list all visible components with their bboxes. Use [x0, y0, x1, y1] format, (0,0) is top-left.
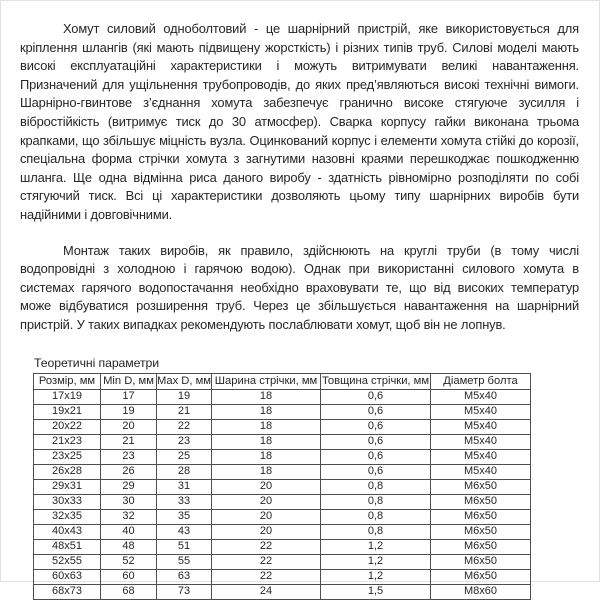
- table-cell: 24: [212, 584, 321, 599]
- table-cell: 68x73: [34, 584, 101, 599]
- table-row: [34, 554, 531, 569]
- table-header-row: [34, 373, 531, 389]
- table-cell: 30: [101, 494, 157, 509]
- table-cell: 52: [101, 554, 157, 569]
- table-cell: 1,2: [321, 569, 431, 584]
- table-cell: 25: [157, 449, 212, 464]
- table-cell: 23: [101, 449, 157, 464]
- column-header: Діаметр болта: [431, 373, 531, 389]
- table-cell: 0,8: [321, 494, 431, 509]
- table-cell: M6x50: [431, 569, 531, 584]
- table-cell: 21: [157, 404, 212, 419]
- column-header: Max D, мм: [157, 373, 212, 389]
- table-row: [34, 539, 531, 554]
- column-header: Розмір, мм: [34, 373, 101, 389]
- table-cell: 31: [157, 479, 212, 494]
- table-row: [34, 404, 531, 419]
- table-row: [34, 494, 531, 509]
- table-cell: M5x40: [431, 449, 531, 464]
- table-cell: 0,6: [321, 434, 431, 449]
- table-cell: 20x22: [34, 419, 101, 434]
- table-cell: 48x51: [34, 539, 101, 554]
- table-cell: 40: [101, 524, 157, 539]
- table-cell: 19: [101, 404, 157, 419]
- table-cell: 0,8: [321, 479, 431, 494]
- table-cell: 32x35: [34, 509, 101, 524]
- table-cell: 60x63: [34, 569, 101, 584]
- table-cell: 21: [101, 434, 157, 449]
- table-row: [34, 434, 531, 449]
- table-cell: M6x50: [431, 509, 531, 524]
- table-row: [34, 389, 531, 404]
- table-cell: M8x60: [431, 584, 531, 599]
- table-cell: 29x31: [34, 479, 101, 494]
- table-cell: 20: [212, 479, 321, 494]
- table-title: Теоретичні параметри: [34, 355, 160, 370]
- table-cell: 0,6: [321, 404, 431, 419]
- table-cell: 51: [157, 539, 212, 554]
- table-cell: 40x43: [34, 524, 101, 539]
- table-cell: 23: [157, 434, 212, 449]
- table-cell: 26x28: [34, 464, 101, 479]
- table-row: [34, 584, 531, 599]
- table-cell: M5x40: [431, 419, 531, 434]
- table-cell: 68: [101, 584, 157, 599]
- table-cell: 1,2: [321, 539, 431, 554]
- table-cell: 22: [212, 569, 321, 584]
- table-cell: M5x40: [431, 464, 531, 479]
- table-row: [34, 479, 531, 494]
- table-cell: 1,2: [321, 554, 431, 569]
- table-row: [34, 464, 531, 479]
- document-content: [1, 1, 599, 600]
- table-cell: 22: [212, 539, 321, 554]
- table-cell: 18: [212, 434, 321, 449]
- table-cell: 18: [212, 419, 321, 434]
- table-cell: 52x55: [34, 554, 101, 569]
- table-cell: M6x50: [431, 494, 531, 509]
- paragraph-installation-notes: Монтаж таких виробів, як правило, здійснюють на круглі труби (в тому числі водопровідні з холодною і гарячою водою). Однак при використанні силового хомута в системах гарячого водопостачання необхідно враховувати те, що від високих температур може відбуватися розширення труб. Через це збільшується навантаження на шарнірний пристрій. У таких випадках рекомендують послаблювати хомут, щоб він не лопнув.: [20, 242, 579, 332]
- table-cell: 0,8: [321, 509, 431, 524]
- table-body: [34, 389, 531, 599]
- table-cell: 18: [212, 449, 321, 464]
- table-cell: 48: [101, 539, 157, 554]
- table-cell: 28: [157, 464, 212, 479]
- table-cell: 55: [157, 554, 212, 569]
- table-cell: 26: [101, 464, 157, 479]
- table-row: [34, 419, 531, 434]
- table-cell: M5x40: [431, 404, 531, 419]
- table-cell: 21x23: [34, 434, 101, 449]
- table-cell: 0,8: [321, 524, 431, 539]
- table-cell: 30x33: [34, 494, 101, 509]
- column-header: Min D, мм: [101, 373, 157, 389]
- table-cell: 1,5: [321, 584, 431, 599]
- table-row: [34, 569, 531, 584]
- table-cell: 22: [157, 419, 212, 434]
- table-cell: M6x50: [431, 539, 531, 554]
- table-cell: 17: [101, 389, 157, 404]
- table-cell: 18: [212, 404, 321, 419]
- table-cell: 20: [212, 509, 321, 524]
- table-cell: 0,6: [321, 389, 431, 404]
- table-cell: 19x21: [34, 404, 101, 419]
- table-cell: 35: [157, 509, 212, 524]
- table-cell: M6x50: [431, 479, 531, 494]
- paragraph-clamp-description: Хомут силовий одноболтовий - це шарнірний пристрій, яке використовується для кріплення шлангів (які мають підвищену жорсткість) і різних типів труб. Силові моделі мають високі експлуатаційні характеристики і можуть витримувати великі навантаження. Призначений для ущільнення трубопроводів, до яких пред’являються високі технічні вимоги. Шарнірно-гвинтове з’єднання хомута забезпечує гранично високе стягуюче зусилля і вібростійкість (витримує тиск до 30 атмосфер). Сварка корпусу гайки виконана трьома крапками, що збільшує міцність вузла. Оцинкований корпус і елементи хомута стійкі до корозії, спеціальна форма стрічки хомута з загнутими назовні краями перешкоджає пошкодженню шланга. Ще одна відмінна риса даного виробу - здатність рівномірно розподіляти по собі стягуючий тиск. Всі ці характеристики дозволяють цьому типу шарнірних виробів бути надійними і довговічними.: [20, 21, 579, 222]
- table-cell: 20: [101, 419, 157, 434]
- table-cell: 20: [212, 494, 321, 509]
- table-cell: 0,6: [321, 449, 431, 464]
- table-cell: 29: [101, 479, 157, 494]
- table-cell: 18: [212, 464, 321, 479]
- column-header: Товщина стрічки, мм: [321, 373, 431, 389]
- table-cell: M5x40: [431, 434, 531, 449]
- table-row: [34, 524, 531, 539]
- table-head: [34, 373, 531, 389]
- table-row: [34, 449, 531, 464]
- table-cell: 0,6: [321, 464, 431, 479]
- table-cell: M6x50: [431, 554, 531, 569]
- table-cell: 20: [212, 524, 321, 539]
- table-cell: 60: [101, 569, 157, 584]
- table-cell: M6x50: [431, 524, 531, 539]
- parameters-table: [33, 373, 531, 600]
- table-cell: 32: [101, 509, 157, 524]
- table-cell: 73: [157, 584, 212, 599]
- table-cell: 22: [212, 554, 321, 569]
- table-cell: 19: [157, 389, 212, 404]
- table-cell: 33: [157, 494, 212, 509]
- table-cell: 63: [157, 569, 212, 584]
- table-cell: 23x25: [34, 449, 101, 464]
- column-header: Шарина стрічки, мм: [212, 373, 321, 389]
- table-row: [34, 509, 531, 524]
- table-cell: 17x19: [34, 389, 101, 404]
- table-cell: 18: [212, 389, 321, 404]
- table-cell: M5x40: [431, 389, 531, 404]
- table-cell: 43: [157, 524, 212, 539]
- table-cell: 0,6: [321, 419, 431, 434]
